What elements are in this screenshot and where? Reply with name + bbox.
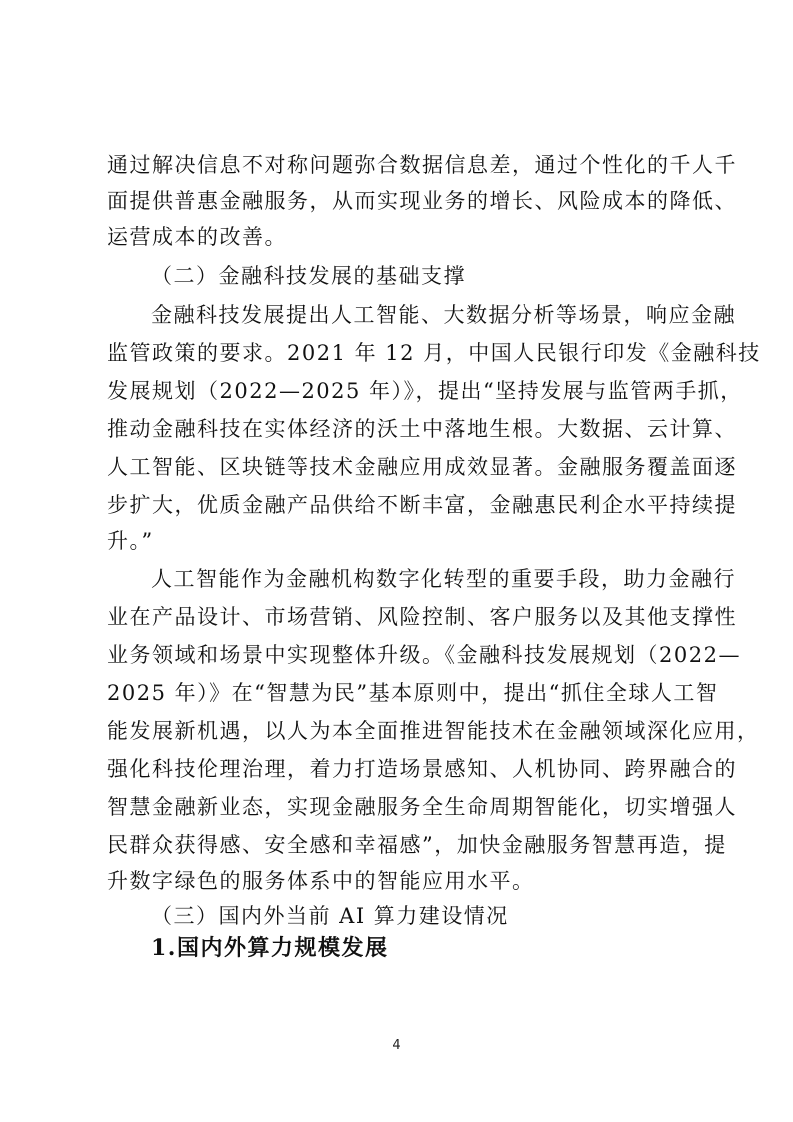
paragraph-line: 人工智能、区块链等技术金融应用成效显著。金融服务覆盖面逐 (107, 455, 737, 479)
paragraph-line: 面提供普惠金融服务，从而实现业务的增长、风险成本的降低、 (107, 189, 737, 213)
paragraph-line: 民群众获得感、安全感和幸福感”，加快金融服务智慧再造，提 (107, 833, 727, 857)
paragraph-line: 业在产品设计、市场营销、风险控制、客户服务以及其他支撑性 (107, 605, 737, 629)
section-heading: （二）金融科技发展的基础支撑 (151, 264, 466, 288)
paragraph-line: 金融科技发展提出人工智能、大数据分析等场景，响应金融 (151, 303, 736, 327)
subsection-heading: 1.国内外算力规模发展 (151, 935, 389, 961)
paragraph-line: 推动金融科技在实体经济的沃土中落地生根。大数据、云计算、 (107, 417, 737, 441)
paragraph-line: 步扩大，优质金融产品供给不断丰富，金融惠民利企水平持续提 (107, 493, 737, 517)
paragraph-line: 通过解决信息不对称问题弥合数据信息差，通过个性化的千人千 (107, 153, 737, 177)
paragraph-line: 运营成本的改善。 (107, 225, 287, 249)
paragraph-line: 业务领域和场景中实现整体升级。《金融科技发展规划（2022— (107, 643, 741, 667)
paragraph-line: 升数字绿色的服务体系中的智能应用水平。 (107, 869, 535, 893)
paragraph-line: 监管政策的要求。2021 年 12 月，中国人民银行印发《金融科技 (107, 341, 761, 365)
paragraph-line: 升。” (107, 529, 154, 553)
paragraph-line: 2025 年）》在“智慧为民”基本原则中，提出“抓住全球人工智 (107, 681, 719, 705)
paragraph-line: 人工智能作为金融机构数字化转型的重要手段，助力金融行 (151, 567, 736, 591)
paragraph-line: 发展规划（2022—2025 年）》，提出“坚持发展与监管两手抓， (107, 379, 743, 403)
paragraph-line: 智慧金融新业态，实现金融服务全生命周期智能化，切实增强人 (107, 795, 737, 819)
paragraph-line: 能发展新机遇，以人为本全面推进智能技术在金融领域深化应用， (107, 719, 760, 743)
paragraph-line: 强化科技伦理治理，着力打造场景感知、人机协同、跨界融合的 (107, 757, 737, 781)
section-heading: （三）国内外当前 AI 算力建设情况 (151, 904, 509, 928)
page-number: 4 (392, 1038, 401, 1053)
